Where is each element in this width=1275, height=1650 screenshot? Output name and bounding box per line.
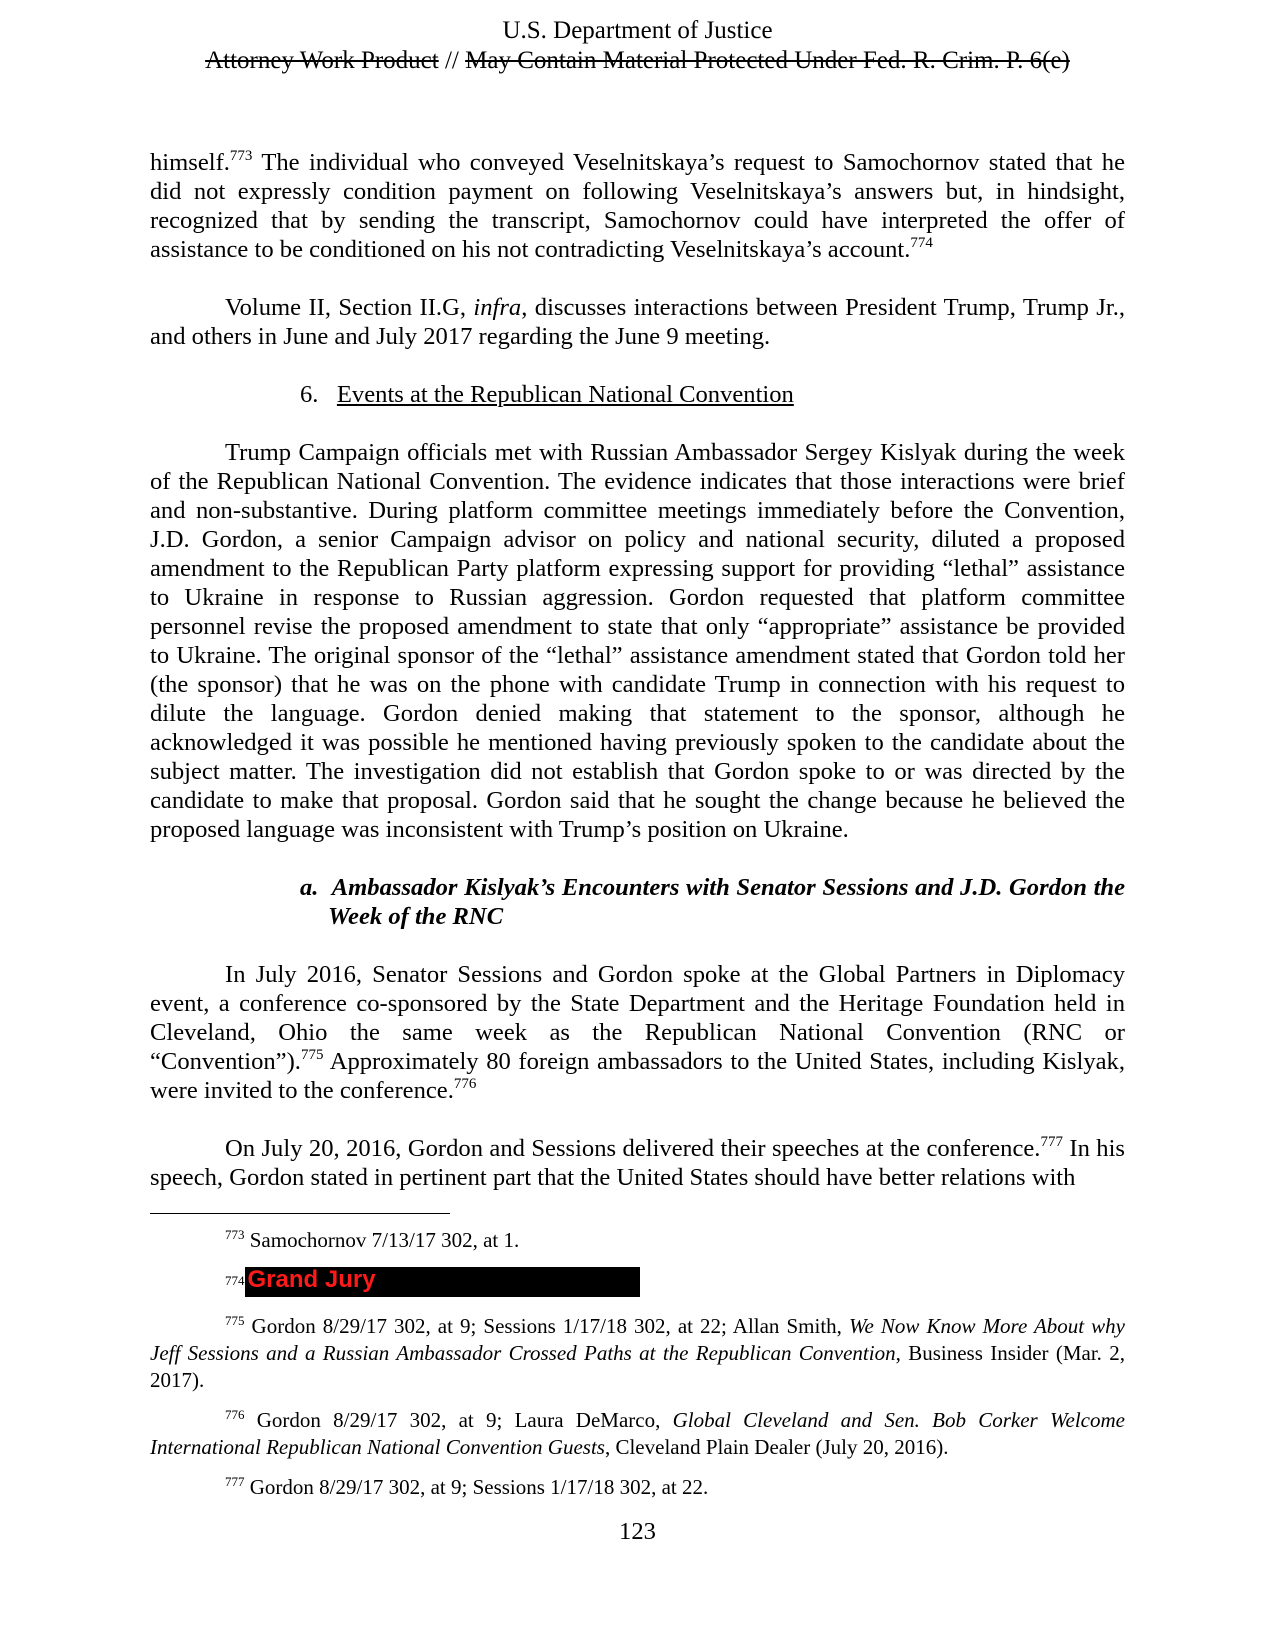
section-heading [300,380,1125,409]
footnote-775: $^{775}$ Gordon 8/29/17 302, at 9; Sessions 1/17/18 302, at 22; Allan Smith, We Now Know More About why Jeff Sessions and a Russian Ambassador Crossed Paths at the Republican Convention, Business Insider (Mar. 2, 2017). [150,1313,1125,1392]
grand-jury-marking: May Contain Material Protected Under Fed. R. Crim. P. 6(e) [465,47,1070,74]
work-product-marking: Attorney Work Product [205,47,439,74]
main-text [150,148,1125,1192]
page-number: 123 [619,1518,656,1545]
redaction-box [245,1267,640,1297]
footnote-777: $^{777}$ Gordon 8/29/17 302, at 9; Sessions 1/17/18 302, at 22. [225,1474,709,1499]
footnote-ref-776[interactable]: 776 [453,1076,477,1092]
subsection-title: Ambassador Kislyak’s Encounters with Senator Sessions and J.D. Gordon the Week of the RNC [328,874,1126,930]
footnotes [150,1227,1125,1514]
footnote-ref-774[interactable]: 774 [910,235,933,251]
section-number: 6. [300,381,319,408]
marking-separator: // [438,47,466,74]
section-title: Events at the Republican National Convention [336,381,794,408]
footnote-774: $^{774}$ Grand Jury [150,1267,1125,1300]
paragraph-1: himself.$^{773}$ The individual who conveyed Veselnitskaya’s request to Samochornov stated that he did not expressly condition payment on following Veselnitskaya’s answers but, in hindsight, recognized that by sending the transcript, Samochornov could have interpreted the offer of assistance to be conditioned on his not contradicting Veselnitskaya’s account.$^{774}$ [150,148,1125,263]
paragraph-5: On July 20, 2016, Gordon and Sessions delivered their speeches at the conference.$^{777}$ In his speech, Gordon stated in pertinent part that the United States should have better relations with [150,1134,1126,1191]
classification-marking [0,46,1275,76]
paragraph-2: Volume II, Section II.G, infra, discusses interactions between President Trump, Trump Jr., and others in June and July 2017 regarding the June 9 meeting. [150,294,1125,350]
department-name: U.S. Department of Justice [502,17,773,44]
redaction-label: Grand Jury [247,1266,376,1293]
footnote-divider [150,1213,450,1214]
paragraph-4: In July 2016, Senator Sessions and Gordon spoke at the Global Partners in Diplomacy event, a conference co-sponsored by the State Department and the Heritage Foundation held in Cleveland, Ohio the same week as the Republican National Convention (RNC or “Convention”).$^{775}$ Approximately 80 foreign ambassadors to the United States, including Kislyak, were invited to the conference.$^{776}$ [150,961,1125,1104]
footnote-ref-777[interactable]: 777 [1040,1134,1063,1150]
paragraph-3: Trump Campaign officials met with Russian Ambassador Sergey Kislyak during the week of the Republican National Convention. The evidence indicates that those interactions were brief and non-substantive. During platform committee meetings immediately before the Convention, J.D. Gordon, a senior Campaign advisor on policy and national security, diluted a proposed amendment to the Republican Party platform expressing support for providing “lethal” assistance to Ukraine in response to Russian aggression. Gordon requested that platform committee personnel revise the proposed amendment to state that only “appropriate” assistance be provided to Ukraine. The original sponsor of the “lethal” assistance amendment stated that Gordon told her (the sponsor) that he was on the phone with candidate Trump in connection with his request to dilute the language. Gordon denied making that statement to the sponsor, although he acknowledged it was possible he mentioned having previously spoken to the candidate about the subject matter. The investigation did not establish that Gordon spoke to or was directed by the candidate to make that proposal. Gordon said that he sought the change because he believed the proposed language was inconsistent with Trump’s position on Ukraine. [150,439,1125,843]
footnote-773: $^{773}$ Samochornov 7/13/17 302, at 1. [225,1227,520,1252]
subsection-heading [300,873,1125,931]
footnote-ref-775[interactable]: 775 [300,1047,324,1063]
footnote-ref-773[interactable]: 773 [229,148,253,164]
footnote-776: $^{776}$ Gordon 8/29/17 302, at 9; Laura DeMarco, Global Cleveland and Sen. Bob Corker Welcome International Republican National Convention Guests, Cleveland Plain Dealer (July 20, 2016). [150,1407,1125,1459]
page-header [0,16,1275,76]
subsection-label: a. [300,874,319,901]
